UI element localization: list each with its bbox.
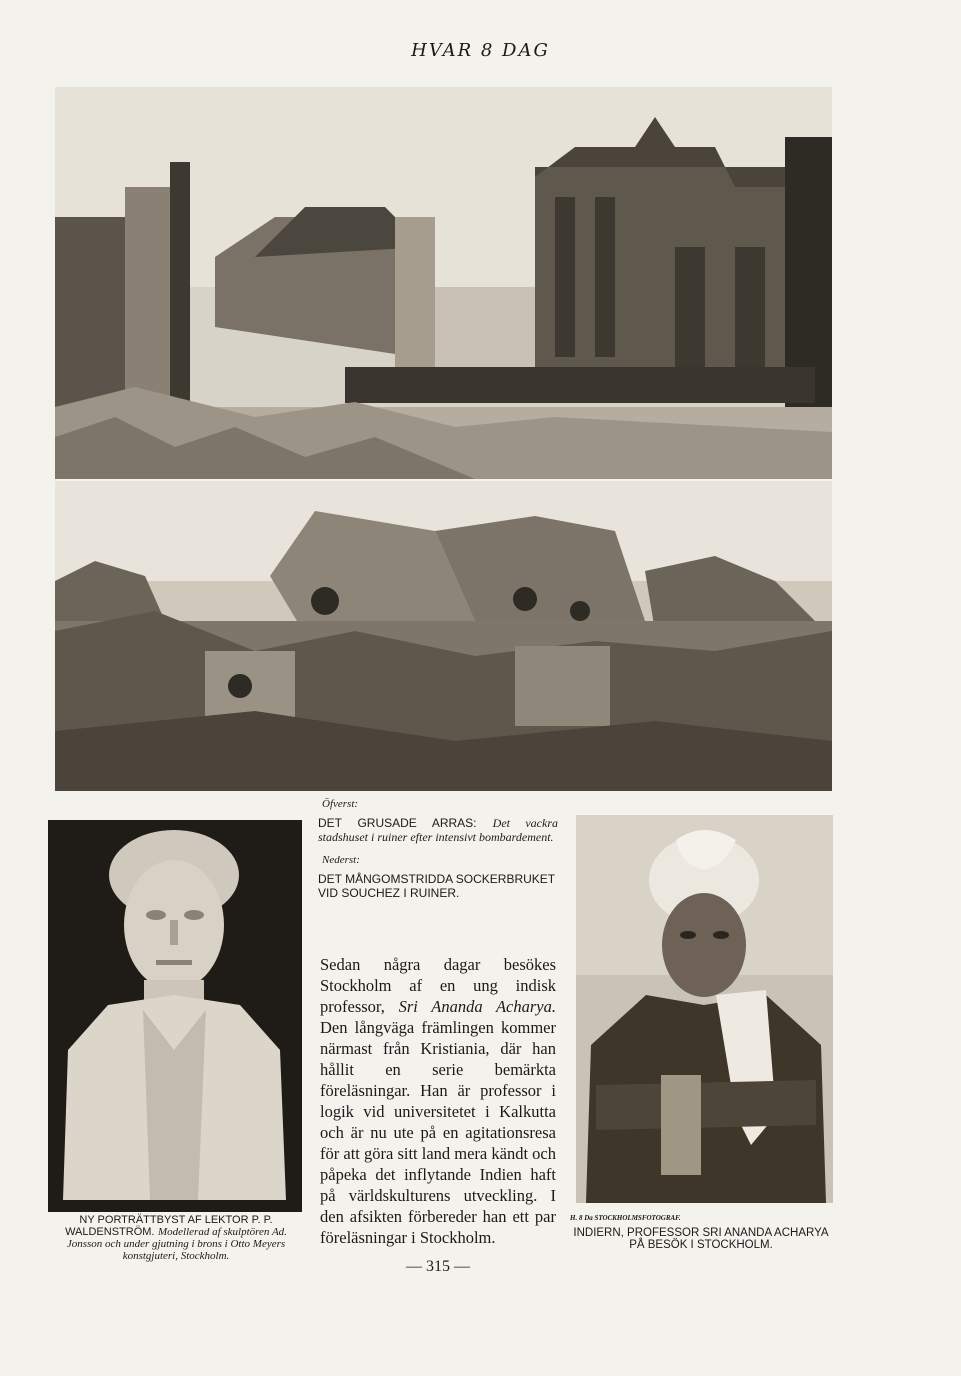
photo-waldenstrom-bust	[48, 820, 302, 1212]
page-header: HVAR 8 DAG	[411, 40, 550, 61]
bust-image	[48, 820, 302, 1212]
right-credit: H. 8 Da STOCKHOLMSFOTOGRAF.	[570, 1214, 681, 1222]
left-caption	[48, 1214, 304, 1262]
article-name: Sri Ananda Acharya.	[398, 997, 556, 1016]
photo-arras-town-hall	[55, 87, 832, 479]
center-caption	[318, 798, 558, 900]
photo-souchez-sugar-refinery	[55, 481, 832, 791]
page-number: — 315 —	[406, 1258, 470, 1275]
article-rest: Den långväga främlingen kommer närmast från Kristiania, där han hållit en serie bemärkta föreläsningar. Han är professor i logik vid universitetet i Kalkutta och är nu ute på en agitationsresa för att göra sitt land mera kändt och påpeka det inflytande Indien haft på världskulturens utveckling. I den afsikten förbereder han ett par föreläsningar i Stockholm.	[320, 1018, 556, 1247]
caption-arras	[318, 816, 558, 844]
souchez-ruins-image	[55, 481, 832, 791]
caption-arras-title: DET GRUSADE ARRAS:	[318, 816, 477, 830]
caption-souchez-title: DET MÅNGOMSTRIDDA SOCKERBRUKET VID SOUCHEZ I RUINER.	[318, 872, 555, 900]
caption-label-bottom: Nederst:	[322, 854, 360, 866]
left-caption-desc: Modellerad af skulptören Ad. Jonsson och under gjutning i brons i Otto Meyers konstgjuteri, Stockholm.	[66, 1226, 287, 1262]
article-body	[320, 954, 556, 1248]
left-caption-title: NY PORTRÄTTBYST AF LEKTOR P. P. WALDENSTRÖM.	[65, 1214, 273, 1238]
arras-ruins-image	[55, 87, 832, 479]
photo-sri-ananda-acharya	[576, 815, 833, 1203]
right-caption-title: INDIERN, PROFESSOR SRI ANANDA ACHARYA PÅ BESÖK I STOCKHOLM.	[573, 1227, 829, 1251]
caption-label-top: Öfverst:	[322, 798, 359, 810]
article-intro: Sedan några dagar besökes Stockholm af en ung indisk professor,	[320, 955, 556, 1016]
caption-arras-desc: Det vackra stadshuset i ruiner efter intensivt bombardement.	[318, 816, 558, 844]
portrait-image	[576, 815, 833, 1203]
